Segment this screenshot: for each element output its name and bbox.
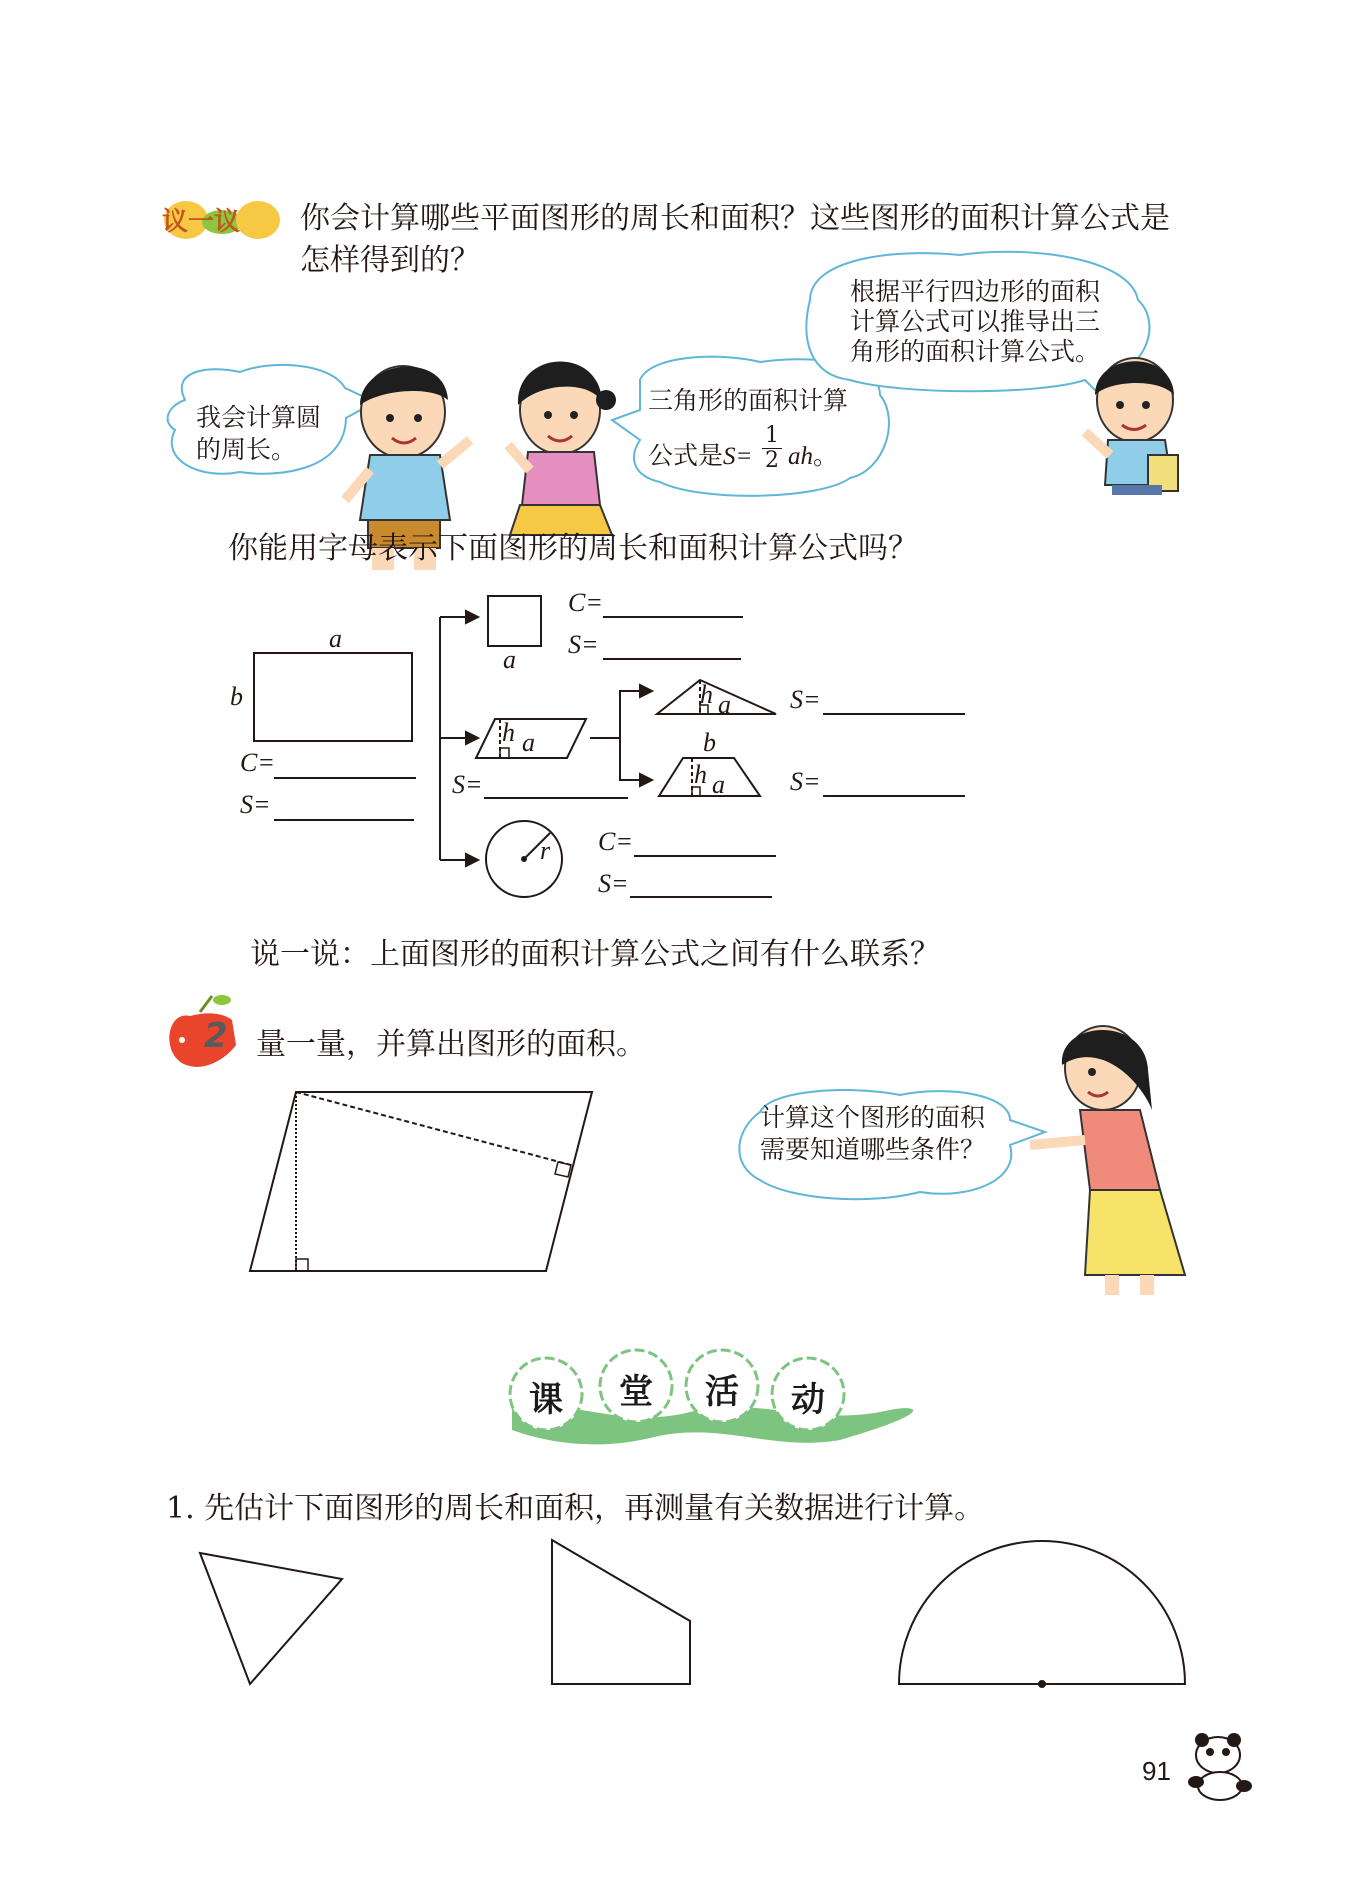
panda-icon: [1188, 1733, 1252, 1800]
woman-figure: [1030, 1026, 1185, 1295]
woman-bubble-line2: 需要知道哪些条件？: [760, 1135, 986, 1164]
trap-b-label: b: [703, 728, 716, 757]
circle-s-label: S=: [598, 869, 629, 898]
discuss-question-line1: 你会计算哪些平面图形的周长和面积？这些图形的面积计算公式是: [300, 201, 1170, 236]
rect-s-label: S=: [240, 790, 271, 819]
tri-h-label: h: [700, 680, 713, 709]
discuss-tag: 议一议: [162, 207, 241, 237]
triangle-shape: [657, 680, 776, 714]
para-a-label: a: [522, 728, 535, 757]
girl-formula-tail: [788, 440, 838, 473]
girl-fraction-den: 2: [765, 448, 779, 473]
para-s-label: S=: [452, 770, 483, 799]
activity-char-2: 堂: [619, 1372, 653, 1412]
girl-fraction-num: 1: [762, 424, 782, 449]
activity-trapezoid: [552, 1540, 690, 1684]
boy-right-bubble-line2: 计算公式可以推导出三: [850, 307, 1101, 336]
square-c-label: C=: [568, 588, 603, 617]
square-s-label: S=: [568, 630, 599, 659]
girl-fraction: [762, 424, 782, 473]
rect-side-label: b: [230, 682, 243, 711]
activity-char-3: 活: [705, 1372, 739, 1412]
tri-s-label: S=: [790, 685, 821, 714]
trap-h-label: h: [694, 760, 707, 789]
task2-number: 2: [204, 1016, 228, 1056]
task2-text: 量一量，并算出图形的面积。: [256, 1027, 646, 1062]
rect-c-label: C=: [240, 748, 275, 777]
trap-a-label: a: [712, 770, 725, 799]
girl-bubble-line2: [648, 440, 752, 473]
measure-parallelogram: [250, 1092, 592, 1271]
tri-a-label: a: [718, 690, 731, 719]
activity-triangle: [200, 1553, 342, 1684]
trapezoid-shape: [659, 758, 760, 796]
page-number: 91: [1142, 1756, 1171, 1786]
girl-figure: [508, 361, 616, 535]
boy-left-bubble-line2: 的周长。: [196, 435, 297, 464]
boy-right-bubble-line3: 角形的面积计算公式。: [850, 337, 1101, 366]
rectangle-shape: [254, 653, 412, 741]
circle-c-label: C=: [598, 827, 633, 856]
activity-char-4: 动: [791, 1380, 825, 1420]
say-prompt: 说一说：上面图形的面积计算公式之间有什么联系？: [250, 937, 940, 972]
girl-formula-ah: ah: [788, 443, 813, 470]
circle-r-label: r: [540, 836, 551, 865]
para-h-label: h: [502, 718, 515, 747]
boy-left-bubble-line1: 我会计算圆: [196, 403, 322, 432]
square-side-label: a: [503, 645, 516, 674]
woman-bubble-line1: 计算这个图形的面积: [760, 1103, 986, 1132]
boy-right-bubble-line1: 根据平行四边形的面积: [850, 277, 1101, 306]
discuss-question-line2: 怎样得到的？: [300, 243, 480, 278]
girl-formula-end: 。: [813, 441, 839, 470]
girl-bubble-line1: 三角形的面积计算: [648, 386, 849, 415]
trap-s-label: S=: [790, 767, 821, 796]
activity-item-1: 1. 先估计下面图形的周长和面积，再测量有关数据进行计算。: [166, 1491, 985, 1526]
square-shape: [488, 596, 541, 646]
girl-formula-prefix: 公式是: [648, 441, 724, 470]
activity-char-1: 课: [529, 1380, 563, 1420]
rect-top-label: a: [329, 624, 342, 653]
formula-prompt: 你能用字母表示下面图形的周长和面积计算公式吗？: [228, 531, 918, 566]
activity-semicircle: [899, 1541, 1185, 1684]
girl-formula-s: S=: [723, 443, 753, 470]
